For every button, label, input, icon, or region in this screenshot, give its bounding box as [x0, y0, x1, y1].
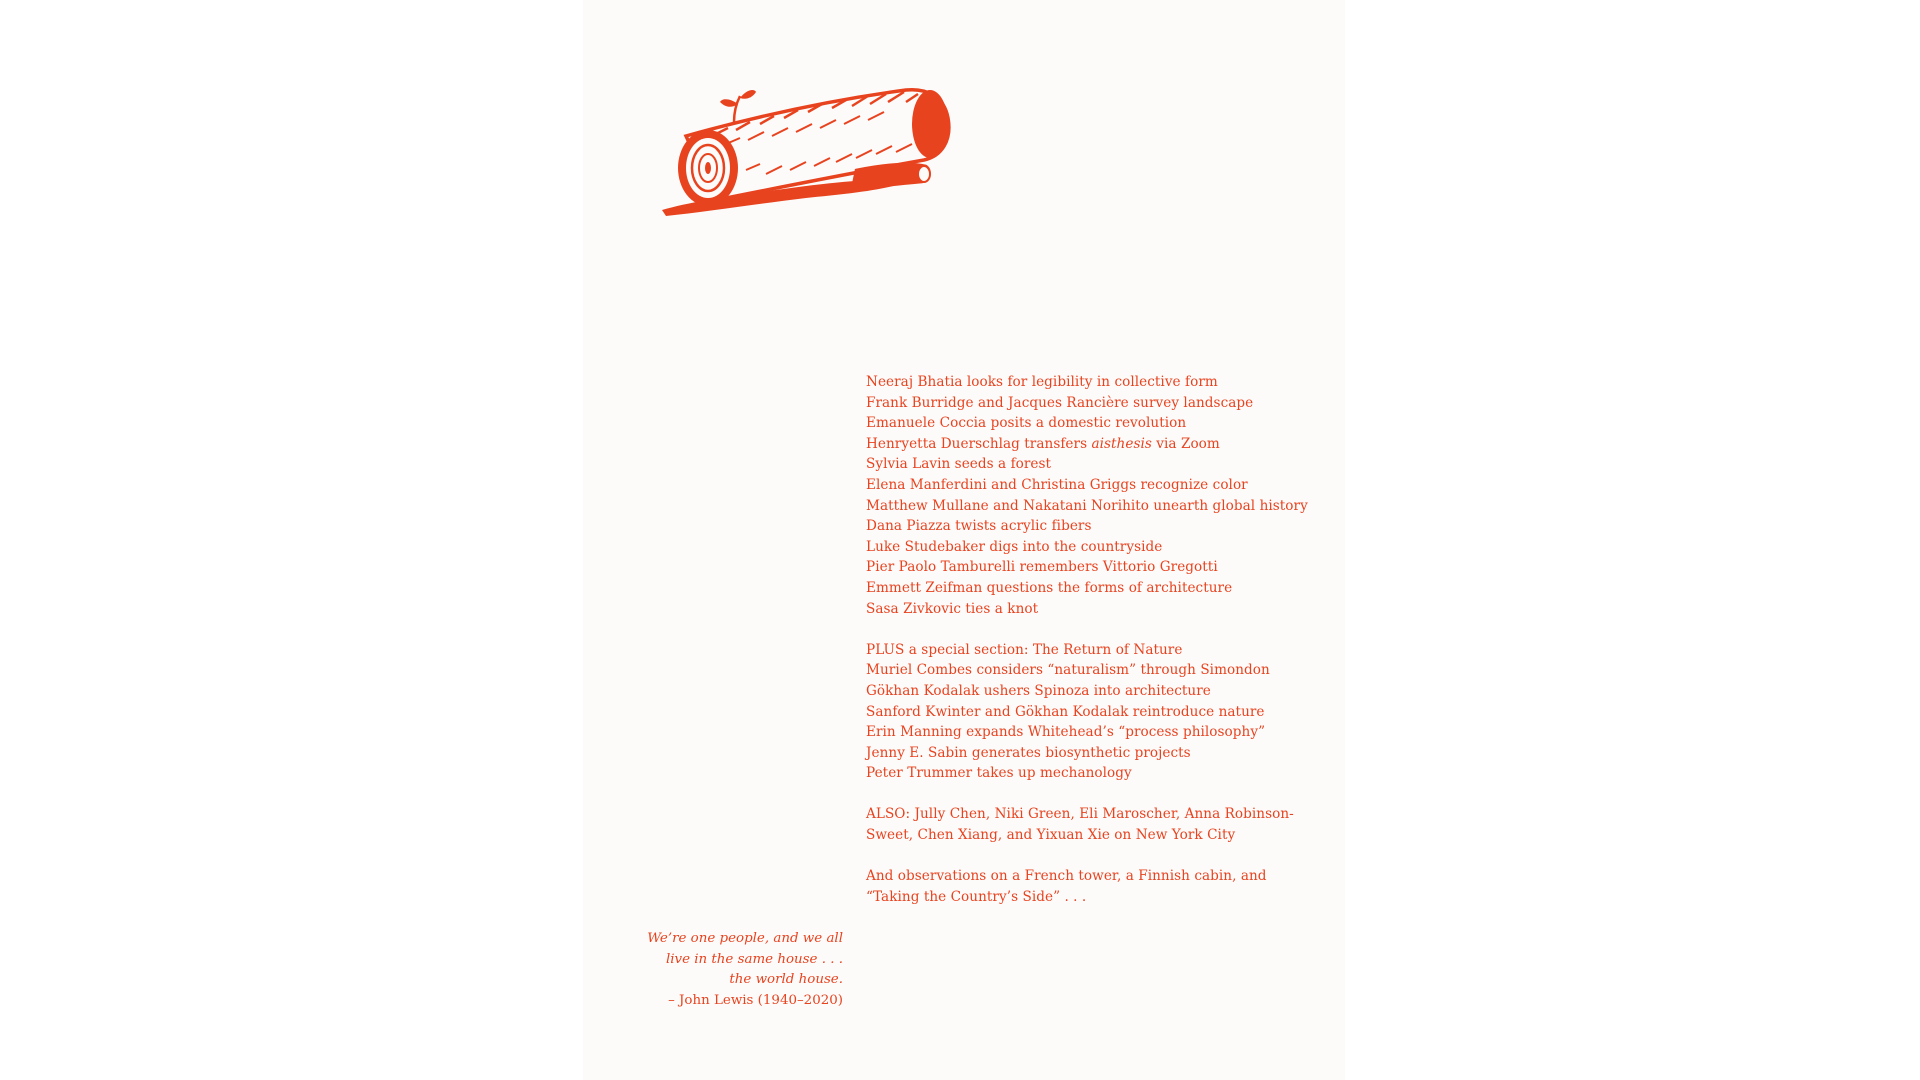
observations-line: And observations on a French tower, a Finnish cabin, and [866, 868, 1267, 885]
observations-line: “Taking the Country’s Side” . . . [866, 888, 1087, 905]
special-section-line: Erin Manning expands Whitehead’s “process philosophy” [866, 724, 1266, 741]
quote-attribution: – John Lewis (1940–2020) [668, 992, 843, 1008]
contents-line: Dana Piazza twists acrylic fibers [866, 518, 1092, 535]
contents-line: Emanuele Coccia posits a domestic revolution [866, 415, 1187, 432]
log-icon [656, 82, 966, 222]
epigraph-quote [643, 929, 843, 1011]
contents-line: Elena Manferdini and Christina Griggs recognize color [866, 476, 1248, 493]
quote-line: We’re one people, and we all [647, 931, 843, 946]
contents-line-duerschlag [866, 434, 1326, 455]
duerschlag-before: Henryetta Duerschlag transfers [866, 435, 1092, 452]
special-section-line: Gökhan Kodalak ushers Spinoza into architecture [866, 682, 1211, 699]
table-of-contents [866, 372, 1326, 907]
contents-line: Sylvia Lavin seeds a forest [866, 456, 1052, 473]
contents-line: Emmett Zeifman questions the forms of architecture [866, 579, 1233, 596]
contents-line: Pier Paolo Tamburelli remembers Vittorio Gregotti [866, 559, 1218, 576]
spacer [866, 846, 1326, 867]
special-section-line: Sanford Kwinter and Gökhan Kodalak reintroduce nature [866, 703, 1265, 720]
contents-line: Sasa Zivkovic ties a knot [866, 600, 1039, 617]
contents-line: Luke Studebaker digs into the countryside [866, 538, 1163, 555]
special-section-line: Peter Trummer takes up mechanology [866, 765, 1132, 782]
spacer [866, 619, 1326, 640]
contents-line: Frank Burridge and Jacques Rancière survey landscape [866, 394, 1254, 411]
quote-line: live in the same house . . . [665, 951, 843, 967]
spacer [866, 784, 1326, 805]
also-line: Sweet, Chen Xiang, and Yixuan Xie on New York City [866, 827, 1236, 844]
also-line: ALSO: Jully Chen, Niki Green, Eli Maroscher, Anna Robinson- [866, 806, 1294, 823]
quote-line: the world house. [729, 972, 843, 988]
aisthesis-word: aisthesis [1091, 435, 1152, 452]
journal-page [583, 0, 1345, 1080]
contents-line: Matthew Mullane and Nakatani Norihito unearth global history [866, 497, 1308, 514]
special-section-heading: PLUS a special section: The Return of Nature [866, 641, 1183, 658]
special-section-line: Jenny E. Sabin generates biosynthetic projects [866, 744, 1191, 761]
contents-line: Neeraj Bhatia looks for legibility in collective form [866, 374, 1218, 390]
special-section-line: Muriel Combes considers “naturalism” through Simondon [866, 662, 1270, 679]
duerschlag-after: via Zoom [1151, 435, 1220, 452]
